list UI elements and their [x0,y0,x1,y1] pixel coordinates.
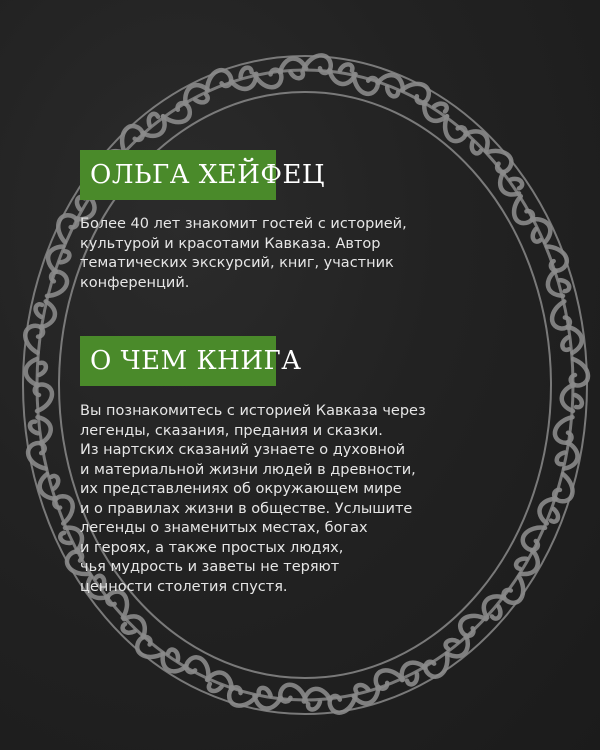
book-description-line: чья мудрость и заветы не теряют [80,559,340,575]
book-description-line: и героях, а также простых людях, [80,539,344,556]
book-description-line: и о правилах жизни в обществе. Услышите [80,500,413,517]
book-description [80,402,520,597]
book-description-line: Вы познакомитесь с историей Кавказа через [80,403,426,419]
book-heading: О ЧЕМ КНИГА [80,336,276,386]
author-description [80,215,500,293]
book-description-line: их представлениях об окружающем мире [80,481,402,497]
book-description-line: легенды, сказания, предания и сказки. [80,422,383,439]
author-heading: ОЛЬГА ХЕЙФЕЦ [80,150,276,200]
author-description-line: тематических экскурсий, книг, участник [80,255,394,271]
book-description-line: и материальной жизни людей в древности, [80,461,416,478]
author-description-line: культурой и красотами Кавказа. Автор [80,235,381,252]
book-description-line: легенды о знаменитых местах, богах [80,520,368,536]
author-description-line: конференций. [80,274,190,291]
book-description-line: ценности столетия спустя. [80,578,288,595]
book-description-line: Из нартских сказаний узнаете о духовной [80,442,406,458]
author-description-line: Более 40 лет знакомит гостей с историей, [80,216,407,232]
